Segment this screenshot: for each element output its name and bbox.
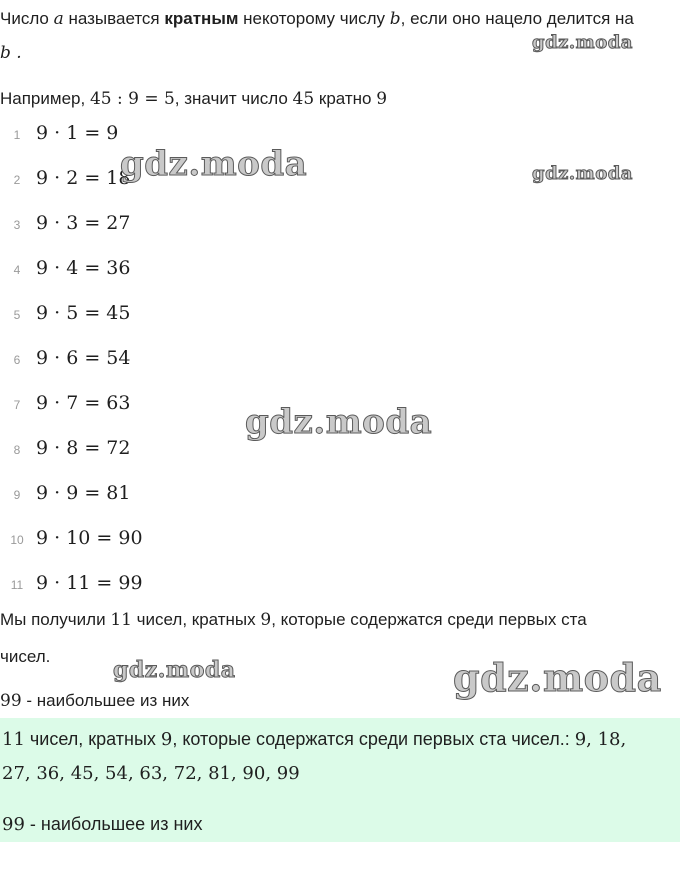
answer-middle: чисел, кратных: [24, 729, 161, 749]
watermark: gdz.moda: [453, 655, 662, 700]
summary-divisor: 9: [260, 610, 272, 630]
example-number-9: 9: [376, 89, 388, 109]
definition-middle: называется: [63, 9, 165, 28]
answer-box: [0, 718, 680, 842]
answer-line-1: [2, 728, 626, 751]
list-item-equation: 9 · 4 = 36: [36, 257, 131, 279]
list-item-equation: 9 · 8 = 72: [36, 437, 131, 459]
list-item-equation: 9 · 11 = 99: [36, 572, 143, 594]
definition-keyword: кратным: [164, 9, 239, 28]
definition-rest: некоторому числу: [238, 9, 390, 28]
watermark: gdz.moda: [532, 163, 633, 184]
list-item-number: 6: [13, 353, 21, 367]
list-item-number: 1: [13, 128, 21, 142]
watermark: gdz.moda: [120, 144, 308, 184]
list-item-equation: 9 · 1 = 9: [36, 122, 119, 144]
answer-tail: , которые содержатся среди первых ста чисел.:: [172, 729, 575, 749]
list-item-equation: 9 · 7 = 63: [36, 392, 131, 414]
example-word: кратно: [314, 89, 377, 108]
answer-line-2: 27, 36, 45, 54, 63, 72, 81, 90, 99: [2, 763, 300, 784]
list-item-number: 10: [10, 533, 24, 547]
definition-prefix: Число: [0, 9, 54, 28]
example-line: [0, 88, 387, 110]
largest-text: - наибольшее из них: [21, 691, 190, 710]
list-item-number: 7: [13, 398, 21, 412]
example-middle: , значит число: [174, 89, 293, 108]
summary-count: 11: [110, 610, 132, 630]
summary-middle: чисел, кратных: [131, 610, 261, 629]
summary-tail: , которые содержатся среди первых ста: [271, 610, 587, 629]
answer-divisor: 9: [160, 729, 173, 750]
summary-line-1: [0, 609, 587, 631]
watermark: gdz.moda: [113, 657, 236, 683]
watermark: gdz.moda: [532, 32, 633, 53]
largest-line: [0, 690, 189, 712]
list-item-equation: 9 · 5 = 45: [36, 302, 131, 324]
example-prefix: Например,: [0, 89, 90, 108]
answer-largest-number: 99: [2, 814, 25, 835]
answer-count: 11: [2, 729, 25, 750]
list-item-equation: 9 · 10 = 90: [36, 527, 143, 549]
list-item-equation: 9 · 9 = 81: [36, 482, 131, 504]
list-item-number: 3: [13, 218, 21, 232]
summary-prefix: Мы получили: [0, 610, 111, 629]
watermark: gdz.moda: [245, 402, 433, 442]
list-item-number: 11: [10, 578, 24, 592]
answer-list-start: 9, 18,: [574, 729, 627, 750]
list-item-number: 5: [13, 308, 21, 322]
list-item-equation: 9 · 6 = 54: [36, 347, 131, 369]
list-item-number: 4: [13, 263, 21, 277]
definition-tail: , если оно нацело делится на: [400, 9, 634, 28]
variable-b: b: [389, 9, 401, 29]
list-item-equation: 9 · 2 = 18: [36, 167, 131, 189]
list-item-number: 2: [13, 173, 21, 187]
largest-number: 99: [0, 691, 22, 711]
list-item-number: 9: [13, 488, 21, 502]
definition-line-1: [0, 8, 634, 30]
variable-a: a: [53, 9, 64, 29]
answer-largest-line: [2, 813, 202, 836]
definition-line-2: b .: [0, 43, 22, 63]
summary-line-2: чисел.: [0, 647, 51, 666]
list-item-number: 8: [13, 443, 21, 457]
list-item-equation: 9 · 3 = 27: [36, 212, 131, 234]
example-expression: 45 : 9 = 5: [89, 89, 175, 109]
answer-largest-text: - наибольшее из них: [24, 814, 203, 834]
example-number-45: 45: [292, 89, 315, 109]
